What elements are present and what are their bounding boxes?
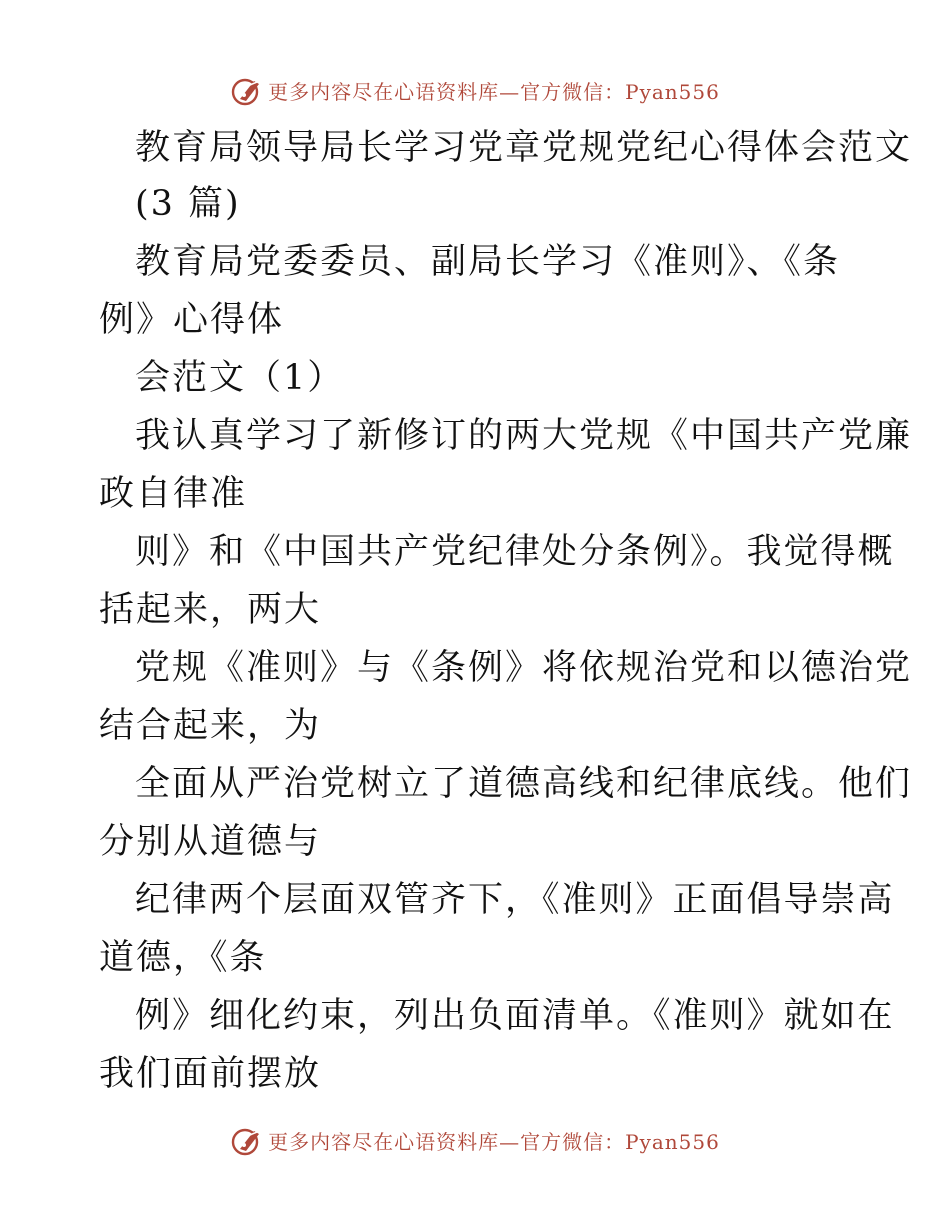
text-line: 党规《准则》与《条例》将依规治党和以德治党 bbox=[135, 648, 913, 688]
text-line: 括起来，两大 bbox=[99, 590, 322, 630]
document-title-line-1: 教育局领导局长学习党章党规党纪心得体会范文 bbox=[135, 128, 913, 168]
footer-watermark-banner bbox=[0, 1120, 950, 1160]
text-line: 例》心得体 bbox=[99, 300, 285, 340]
header-watermark-banner bbox=[0, 70, 950, 110]
text-line: 分别从道德与 bbox=[99, 822, 322, 862]
text-line: 例》细化约束，列出负面清单。《准则》就如在 bbox=[135, 996, 895, 1036]
text-line: 我认真学习了新修订的两大党规《中国共产党廉 bbox=[135, 416, 913, 456]
text-line: 全面从严治党树立了道德高线和纪律底线。他们 bbox=[135, 764, 913, 804]
text-line: 政自律准 bbox=[99, 474, 248, 514]
text-line: 我们面前摆放 bbox=[99, 1054, 322, 1094]
document-title-line-2: (3 篇) bbox=[135, 184, 241, 224]
pen-nib-circle-icon bbox=[230, 73, 264, 107]
watermark-text: 更多内容尽在心语资料库—官方微信：Pyan556 bbox=[268, 79, 720, 104]
text-line: 教育局党委委员、副局长学习《准则》、《条 bbox=[135, 242, 841, 282]
watermark-text: 更多内容尽在心语资料库—官方微信：Pyan556 bbox=[268, 1129, 720, 1154]
text-line: 结合起来，为 bbox=[99, 706, 322, 746]
pen-nib-circle-icon bbox=[230, 1123, 264, 1157]
text-line: 道德，《条 bbox=[99, 938, 267, 978]
text-line: 纪律两个层面双管齐下，《准则》正面倡导崇高 bbox=[135, 880, 895, 920]
text-line: 则》和《中国共产党纪律处分条例》。我觉得概 bbox=[135, 532, 895, 572]
text-line: 会范文（1） bbox=[135, 358, 345, 398]
